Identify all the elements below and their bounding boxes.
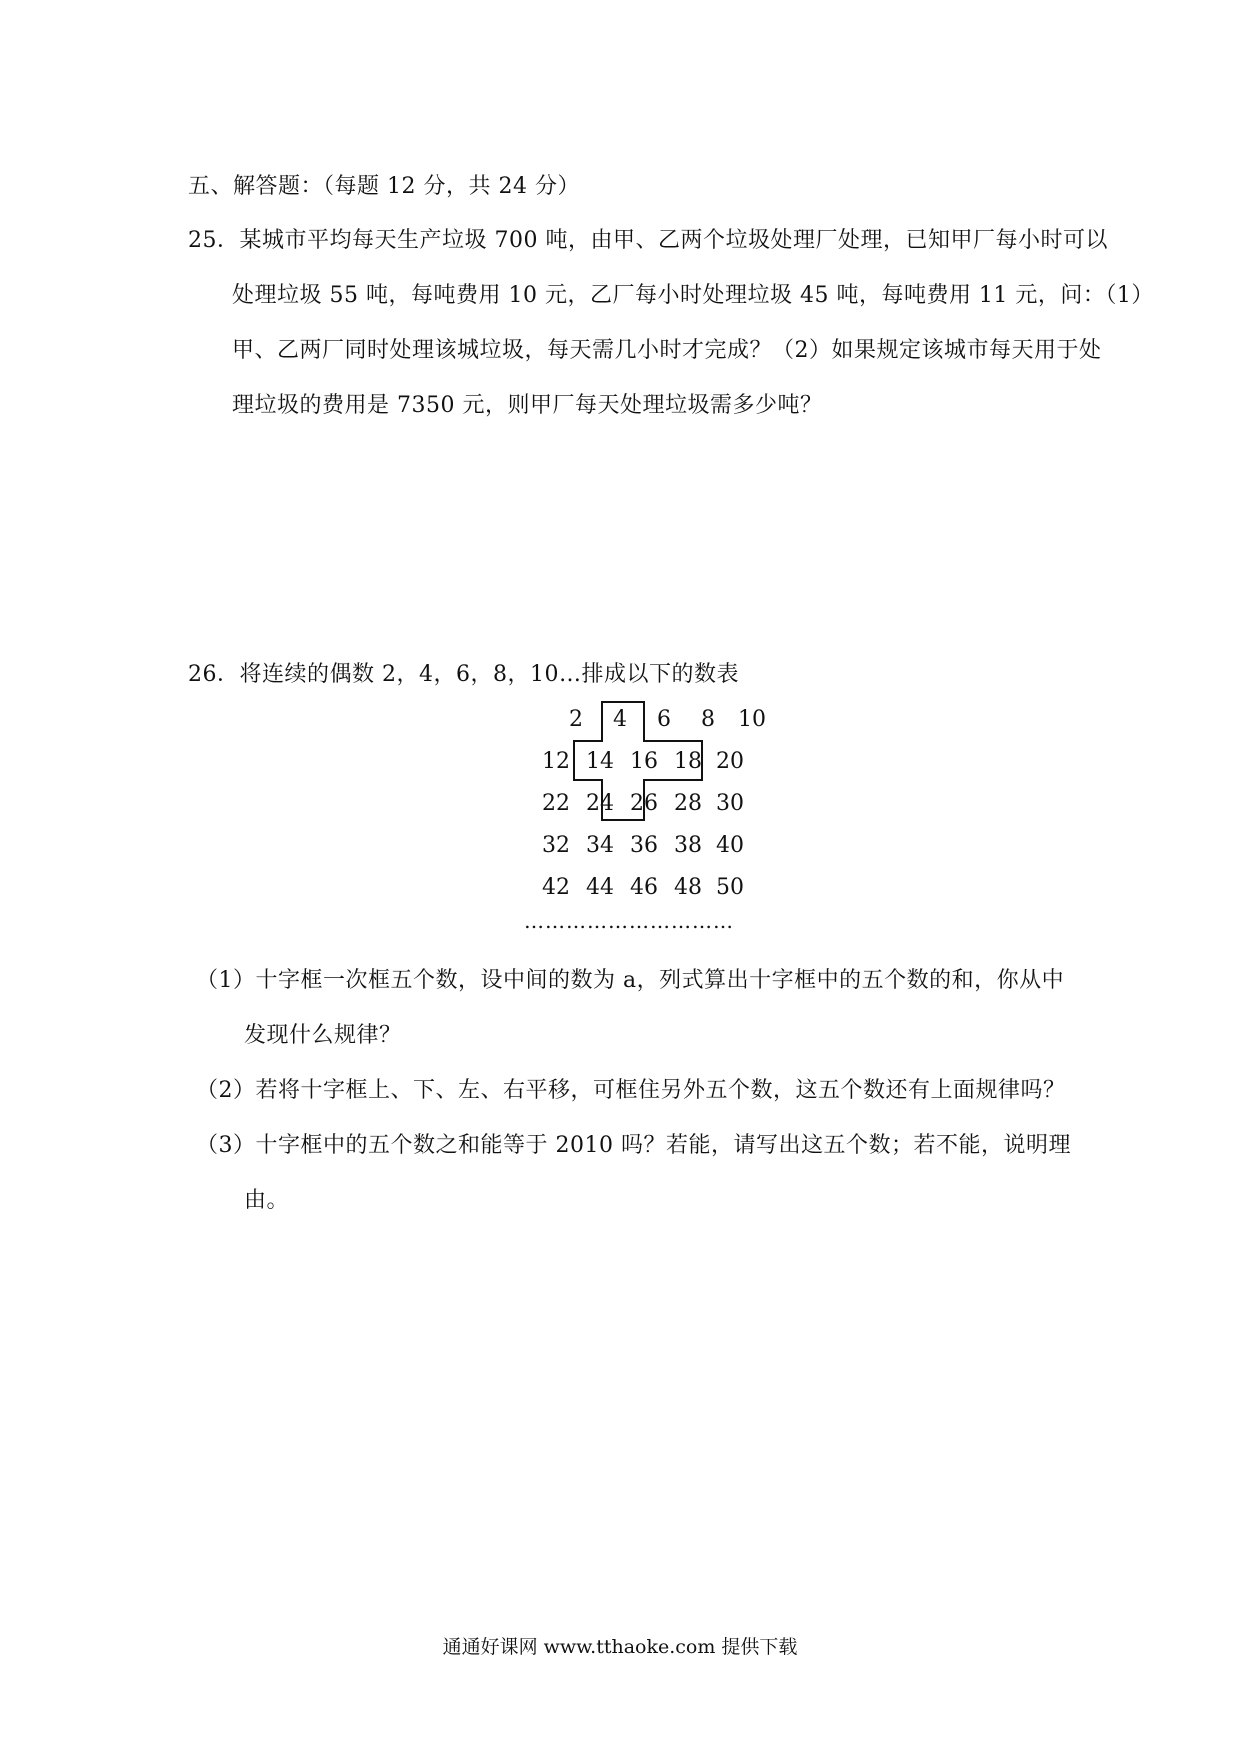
q26-sub1-line-1: （1）十字框一次框五个数，设中间的数为 a，列式算出十字框中的五个数的和，你从中 [196,968,1065,993]
q26-intro: 26．将连续的偶数 2，4，6，8，10…排成以下的数表 [188,662,739,687]
table-cell: 24 [586,791,614,816]
table-cell: 36 [630,833,658,858]
q25-line-4: 理垃圾的费用是 7350 元，则甲厂每天处理垃圾需多少吨？ [232,393,823,418]
table-cell: 38 [674,833,702,858]
footer-credit: 通通好课网 www.tthaoke.com 提供下载 [442,1636,798,1658]
table-cell: 48 [674,875,702,900]
table-cell: 22 [542,791,570,816]
table-continuation: ………………………… [524,909,734,933]
table-cell: 4 [613,707,627,732]
section-heading: 五、解答题：（每题 12 分，共 24 分） [188,174,580,199]
q25-line-3: 甲、乙两厂同时处理该城垃圾，每天需几小时才完成？（2）如果规定该城市每天用于处 [232,338,1102,363]
q26-sub3-line-2: 由。 [244,1188,290,1213]
table-cell: 50 [716,875,744,900]
table-cell: 28 [674,791,702,816]
q25-line-2: 处理垃圾 55 吨，每吨费用 10 元，乙厂每小时处理垃圾 45 吨，每吨费用 11 元，问：（1） [232,283,1154,308]
table-cell: 12 [542,749,570,774]
table-cell: 6 [657,707,671,732]
table-cell: 44 [586,875,614,900]
table-cell: 14 [586,749,614,774]
table-cell: 18 [674,749,702,774]
table-cell: 8 [701,707,715,732]
table-cell: 10 [738,707,766,732]
q25-line-1: 25．某城市平均每天生产垃圾 700 吨，由甲、乙两个垃圾处理厂处理，已知甲厂每小时可以 [188,228,1108,253]
table-cell: 32 [542,833,570,858]
q26-sub3-line-1: （3）十字框中的五个数之和能等于 2010 吗？若能，请写出这五个数；若不能，说明理 [196,1133,1071,1158]
table-cell: 30 [716,791,744,816]
table-cell: 2 [569,707,583,732]
table-cell: 20 [716,749,744,774]
table-cell: 16 [630,749,658,774]
table-cell: 42 [542,875,570,900]
table-cell: 46 [630,875,658,900]
table-cell: 40 [716,833,744,858]
table-cell: 34 [586,833,614,858]
q26-sub2: （2）若将十字框上、下、左、右平移，可框住另外五个数，这五个数还有上面规律吗？ [196,1078,1066,1103]
q26-sub1-line-2: 发现什么规律？ [244,1023,402,1048]
table-cell: 26 [630,791,658,816]
